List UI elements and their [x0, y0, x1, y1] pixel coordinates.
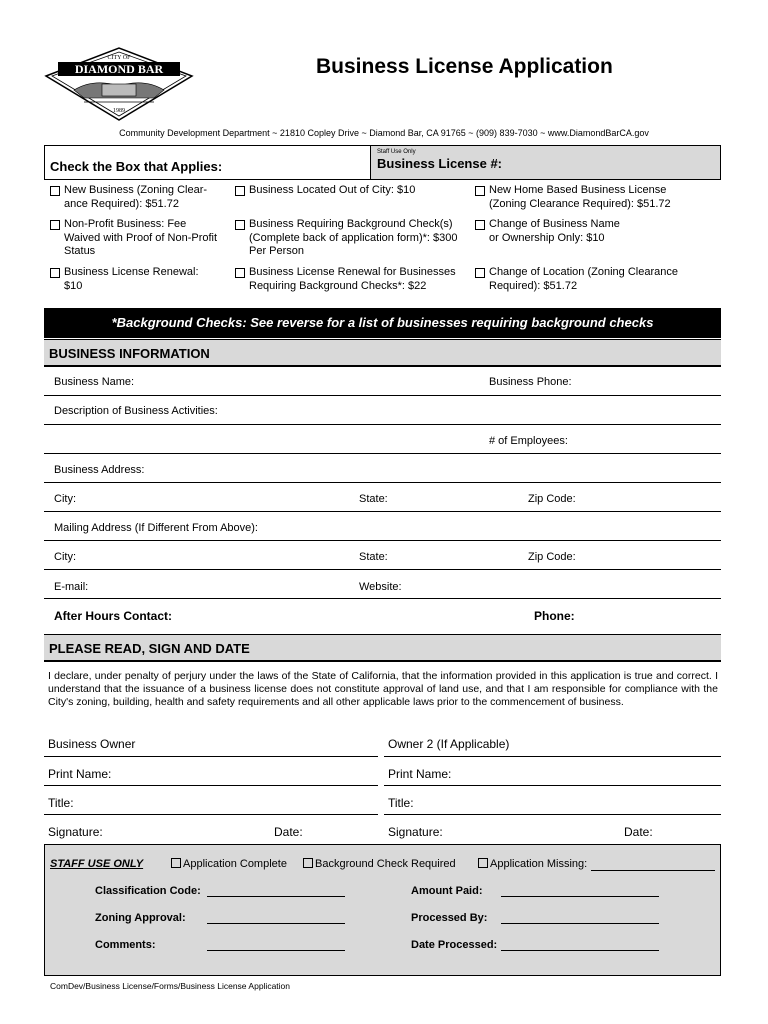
license-option-line: New Business (Zoning Clear-: [64, 184, 208, 196]
comments-line[interactable]: [207, 950, 345, 951]
classification-code-line[interactable]: [207, 896, 345, 897]
state-label: State:: [359, 493, 388, 505]
license-option-line: New Home Based Business License: [489, 184, 667, 196]
license-option-line: Non-Profit Business: Fee: [64, 218, 187, 230]
license-option-line: Per Person: [249, 245, 305, 257]
license-option-line: Required): $51.72: [489, 279, 578, 292]
owner1-signature-label: Signature:: [48, 825, 103, 839]
checkbox-icon[interactable]: [50, 268, 60, 278]
license-option-label: [64, 218, 217, 259]
application-missing-option[interactable]: [478, 858, 587, 870]
owner2-title-label: Title:: [388, 796, 414, 810]
license-option-line: Business License Renewal:: [64, 266, 199, 278]
license-option-label: [249, 266, 456, 293]
license-option-line: Business Located Out of City: $10: [249, 184, 416, 196]
application-complete-label: Application Complete: [183, 858, 287, 870]
mailing-city-line[interactable]: [44, 569, 721, 570]
license-option-label: [249, 218, 458, 259]
processed-by-line[interactable]: [501, 923, 659, 924]
owner2-title-line[interactable]: [384, 814, 721, 815]
employees-line[interactable]: [44, 453, 721, 454]
license-option-line: Change of Business Name: [489, 218, 620, 230]
mailing-city-label: City:: [54, 551, 76, 563]
staff-use-area: [44, 844, 721, 976]
mailing-address-line[interactable]: [44, 540, 721, 541]
after-hours-label: After Hours Contact:: [54, 609, 173, 623]
license-option-line: Waived with Proof of Non-Profit: [64, 231, 218, 244]
email-label: E-mail:: [54, 581, 89, 593]
license-option-line: (Zoning Clearance Required): $51.72: [489, 197, 671, 210]
license-option-label: [489, 266, 678, 293]
declaration-text: I declare, under penalty of perjury under the laws of the State of California, that the information provided in this application is true and correct. I understand that the issuance of a business license does not constitute approval of land use, and that I am responsible for compliance with the City's zoning, building, health and safety requirements and all other applicable laws prior to the commencement of business.: [48, 670, 718, 708]
checkbox-icon[interactable]: [171, 858, 181, 868]
application-complete-option[interactable]: [171, 858, 287, 870]
owner1-label: Business Owner: [48, 737, 136, 751]
owner2-signature-label: Signature:: [388, 825, 443, 839]
license-option-line: Status: [64, 245, 96, 257]
application-missing-label: Application Missing:: [490, 858, 588, 870]
processed-by-label: Processed By:: [411, 912, 488, 924]
license-option-line: Requiring Background Checks*: $22: [249, 279, 427, 292]
zoning-approval-line[interactable]: [207, 923, 345, 924]
background-check-label: Background Check Required: [315, 858, 456, 870]
staff-license-box: [371, 146, 720, 179]
owner1-line[interactable]: [44, 756, 378, 757]
owner1-print-name-line[interactable]: [44, 785, 378, 786]
checkbox-icon[interactable]: [235, 220, 245, 230]
license-option-label: [489, 184, 671, 211]
staff-use-only-title: STAFF USE ONLY: [50, 858, 144, 870]
license-option-line: (Complete back of application form)*: $300: [249, 231, 458, 244]
owner2-date-label: Date:: [624, 825, 653, 839]
checkbox-icon[interactable]: [475, 220, 485, 230]
background-check-banner: *Background Checks: See reverse for a list of businesses requiring background checks: [44, 308, 721, 338]
classification-code-label: Classification Code:: [95, 885, 201, 897]
license-option-line: ance Required): $51.72: [64, 197, 179, 210]
amount-paid-label: Amount Paid:: [411, 885, 483, 897]
owner2-label: Owner 2 (If Applicable): [388, 737, 510, 751]
license-number-label: Business License #:: [377, 156, 502, 171]
checkbox-icon[interactable]: [475, 268, 485, 278]
owner2-print-name-label: Print Name:: [388, 767, 452, 781]
owner1-print-name-label: Print Name:: [48, 767, 112, 781]
business-name-line[interactable]: [44, 395, 721, 396]
license-option-line: or Ownership Only: $10: [489, 231, 605, 244]
footer-path: ComDev/Business License/Forms/Business License Application: [50, 981, 291, 991]
license-option-line: Change of Location (Zoning Clearance: [489, 266, 678, 278]
checkbox-icon[interactable]: [303, 858, 313, 868]
logo-year-text: 1989: [113, 108, 125, 114]
comments-label: Comments:: [95, 939, 156, 951]
checkbox-icon[interactable]: [50, 186, 60, 196]
after-hours-phone-label: Phone:: [534, 609, 575, 623]
check-box-label: Check the Box that Applies:: [45, 146, 371, 179]
owner1-title-label: Title:: [48, 796, 74, 810]
description-line[interactable]: [44, 424, 721, 425]
business-address-label: Business Address:: [54, 464, 145, 476]
background-check-option[interactable]: [303, 858, 456, 870]
employees-label: # of Employees:: [489, 435, 568, 447]
checkbox-header: [44, 145, 721, 180]
license-option-label: [64, 266, 199, 293]
license-option-line: Business Requiring Background Check(s): [249, 218, 453, 230]
owner1-date-label: Date:: [274, 825, 303, 839]
city-line[interactable]: [44, 511, 721, 512]
application-missing-line[interactable]: [591, 870, 715, 871]
owner1-title-line[interactable]: [44, 814, 378, 815]
business-name-label: Business Name:: [54, 376, 135, 388]
page-title: Business License Application: [316, 55, 613, 78]
license-option-label: [64, 184, 207, 211]
mailing-state-label: State:: [359, 551, 388, 563]
checkbox-icon[interactable]: [475, 186, 485, 196]
department-address: Community Development Department ~ 21810 Copley Drive ~ Diamond Bar, CA 91765 ~ (909) 839-7030 ~ www.DiamondBarCA.gov: [119, 128, 649, 138]
business-info-heading: BUSINESS INFORMATION: [44, 339, 721, 367]
mailing-zip-label: Zip Code:: [528, 551, 576, 563]
city-label: City:: [54, 493, 76, 505]
checkbox-icon[interactable]: [235, 186, 245, 196]
checkbox-icon[interactable]: [478, 858, 488, 868]
owner2-print-name-line[interactable]: [384, 785, 721, 786]
mailing-address-label: Mailing Address (If Different From Above):: [54, 522, 258, 534]
owner2-line[interactable]: [384, 756, 721, 757]
checkbox-icon[interactable]: [50, 220, 60, 230]
zip-label: Zip Code:: [528, 493, 576, 505]
logo-name-text: DIAMOND BAR: [74, 62, 164, 76]
amount-paid-line[interactable]: [501, 896, 659, 897]
sign-heading: PLEASE READ, SIGN AND DATE: [44, 634, 721, 662]
zoning-approval-label: Zoning Approval:: [95, 912, 186, 924]
diamond-bar-logo: [44, 46, 194, 122]
date-processed-label: Date Processed:: [411, 939, 498, 951]
checkbox-icon[interactable]: [235, 268, 245, 278]
staff-use-only-label: Staff Use Only: [377, 149, 416, 155]
business-address-line[interactable]: [44, 482, 721, 483]
website-label: Website:: [359, 581, 402, 593]
license-option-line: Business License Renewal for Businesses: [249, 266, 456, 278]
description-label: Description of Business Activities:: [54, 405, 218, 417]
license-option-label: [249, 184, 415, 198]
license-option-label: [489, 218, 620, 245]
date-processed-line[interactable]: [501, 950, 659, 951]
email-line[interactable]: [44, 598, 721, 599]
business-phone-label: Business Phone:: [489, 376, 572, 388]
logo-city-text: CITY OF: [107, 55, 131, 61]
license-option-line: $10: [64, 279, 83, 292]
